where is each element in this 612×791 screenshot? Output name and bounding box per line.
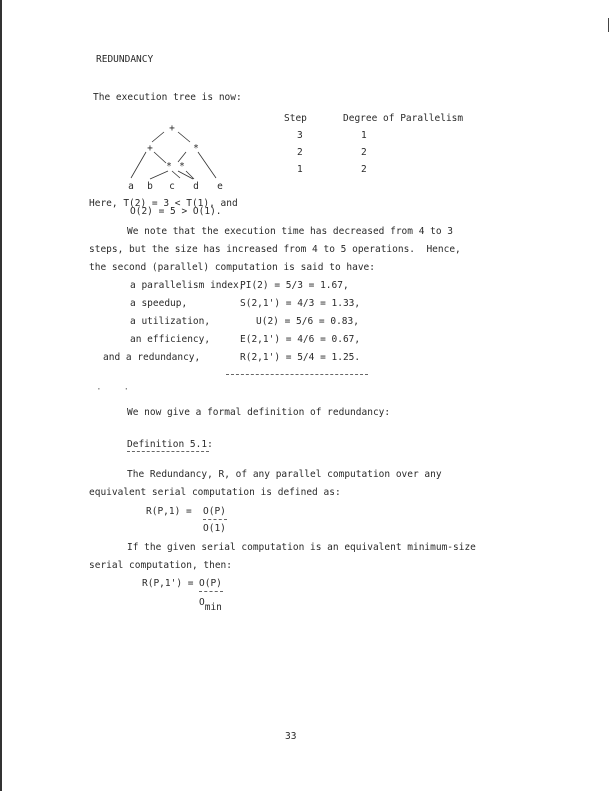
- equation-denominator: [199, 597, 222, 613]
- denominator-subscript: min: [204, 602, 222, 613]
- fraction-bar: [203, 519, 227, 520]
- measure-formula: E(2,1') = 4/6 = 0.67,: [240, 334, 361, 345]
- equation-numerator: O(P): [199, 578, 222, 589]
- page-number: 33: [285, 731, 297, 742]
- table-degree-cell: 2: [361, 164, 367, 175]
- here-line-1: Here, T(2) = 3 < T(1), and: [89, 198, 238, 209]
- tree-edge: [131, 152, 146, 178]
- tree-leaf: e: [217, 181, 223, 192]
- equation-lhs: R(P,1') =: [142, 578, 200, 589]
- table-step-cell: 3: [297, 130, 303, 141]
- table-header-step: Step: [284, 113, 307, 124]
- measure-formula: R(2,1') = 5/4 = 1.25.: [240, 352, 361, 363]
- measure-formula: U(2) = 5/6 = 0.83,: [256, 316, 359, 327]
- right-edge-mark: [608, 18, 609, 32]
- denominator-symbol: O: [199, 597, 205, 608]
- paragraph-line: the second (parallel) computation is said to have:: [89, 262, 375, 273]
- measure-label: a parallelism index,: [130, 280, 245, 291]
- tree-edge: [150, 171, 168, 179]
- section-title: REDUNDANCY: [96, 54, 154, 65]
- definition-line: The Redundancy, R, of any parallel computation over any: [127, 469, 442, 480]
- tree-node: *: [166, 161, 172, 172]
- definition-line: equivalent serial computation is defined as:: [89, 487, 341, 498]
- scan-specks: · ·: [96, 384, 138, 395]
- tree-edge: [172, 171, 180, 178]
- measure-label: an efficiency,: [130, 334, 211, 345]
- condition-line: serial computation, then:: [89, 560, 232, 571]
- equation-lhs: R(P,1) =: [146, 506, 198, 517]
- measure-label: and a redundancy,: [103, 352, 201, 363]
- formal-intro: We now give a formal definition of redundancy:: [127, 407, 391, 418]
- intro-text: The execution tree is now:: [93, 92, 242, 103]
- tree-node-root: +: [169, 123, 175, 134]
- definition-heading-underline: [127, 451, 209, 452]
- table-step-cell: 1: [297, 164, 303, 175]
- left-page-edge: [0, 0, 2, 791]
- tree-node: *: [193, 143, 199, 154]
- tree-edge: [178, 171, 193, 179]
- equation-denominator: O(1): [203, 523, 226, 534]
- tree-edge: [178, 132, 190, 142]
- tree-edge: [198, 152, 216, 178]
- separator-rule: [226, 374, 368, 375]
- tree-leaf: a: [128, 181, 134, 192]
- measure-label: a utilization,: [130, 316, 211, 327]
- tree-node: +: [147, 143, 153, 154]
- here-line-2: O(2) = 5 > O(1).: [130, 206, 222, 217]
- table-step-cell: 2: [297, 147, 303, 158]
- definition-heading: Definition 5.1:: [127, 439, 213, 450]
- measure-label: a speedup,: [130, 298, 188, 309]
- tree-leaf: b: [147, 181, 153, 192]
- fraction-bar: [199, 591, 223, 592]
- paragraph-line: steps, but the size has increased from 4 to 5 operations. Hence,: [89, 244, 461, 255]
- tree-edge: [152, 132, 164, 142]
- condition-line: If the given serial computation is an equivalent minimum-size: [127, 542, 476, 553]
- table-degree-cell: 2: [361, 147, 367, 158]
- tree-leaf: d: [193, 181, 199, 192]
- paragraph-line: We note that the execution time has decreased from 4 to 3: [127, 226, 454, 237]
- tree-leaf: c: [169, 181, 175, 192]
- measure-formula: PI(2) = 5/3 = 1.67,: [240, 280, 349, 291]
- table-degree-cell: 1: [361, 130, 367, 141]
- table-header-degree: Degree of Parallelism: [343, 113, 464, 124]
- equation-numerator: O(P): [203, 506, 226, 517]
- measure-formula: S(2,1') = 4/3 = 1.33,: [240, 298, 361, 309]
- tree-node: *: [179, 161, 185, 172]
